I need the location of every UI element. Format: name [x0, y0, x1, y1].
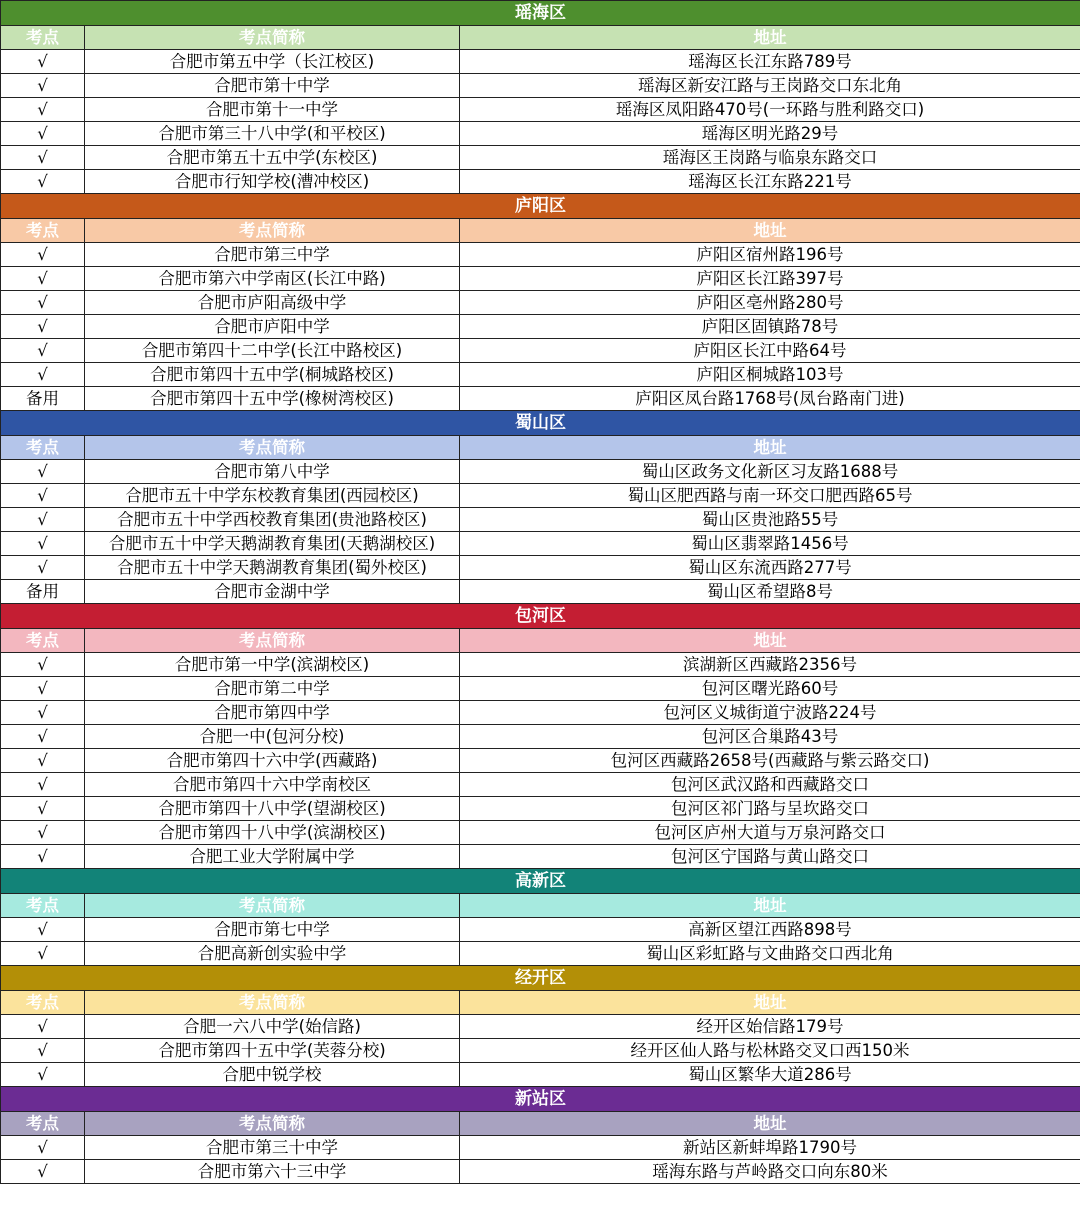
site-address: 瑶海区长江东路221号	[460, 170, 1080, 194]
site-mark: √	[1, 1039, 85, 1063]
column-header-row	[1, 894, 1080, 918]
site-name: 合肥市五十中学东校教育集团(西园校区)	[85, 484, 460, 508]
site-mark: √	[1, 556, 85, 580]
site-name: 合肥市第二中学	[85, 677, 460, 701]
site-name: 合肥市第四十五中学(桐城路校区)	[85, 363, 460, 387]
site-mark: √	[1, 701, 85, 725]
site-address: 包河区祁门路与呈坎路交口	[460, 797, 1080, 821]
site-mark: √	[1, 845, 85, 869]
table-row	[1, 677, 1080, 701]
site-name: 合肥市庐阳中学	[85, 315, 460, 339]
table-row	[1, 387, 1080, 411]
site-address: 包河区武汉路和西藏路交口	[460, 773, 1080, 797]
column-header-row	[1, 1112, 1080, 1136]
site-address: 包河区西藏路2658号(西藏路与紫云路交口)	[460, 749, 1080, 773]
site-name: 合肥市第十一中学	[85, 98, 460, 122]
site-address: 瑶海区长江东路789号	[460, 50, 1080, 74]
column-header-address: 地址	[460, 894, 1080, 918]
site-address: 蜀山区东流西路277号	[460, 556, 1080, 580]
column-header-name: 考点简称	[85, 629, 460, 653]
site-address: 庐阳区宿州路196号	[460, 243, 1080, 267]
site-mark: √	[1, 291, 85, 315]
site-address: 蜀山区肥西路与南一环交口肥西路65号	[460, 484, 1080, 508]
site-name: 合肥高新创实验中学	[85, 942, 460, 966]
site-name: 合肥市第四中学	[85, 701, 460, 725]
table-row	[1, 1063, 1080, 1087]
site-name: 合肥市五十中学西校教育集团(贵池路校区)	[85, 508, 460, 532]
site-address: 庐阳区长江中路64号	[460, 339, 1080, 363]
site-name: 合肥市第四十二中学(长江中路校区)	[85, 339, 460, 363]
site-name: 合肥市第五十五中学(东校区)	[85, 146, 460, 170]
table-row	[1, 580, 1080, 604]
table-row	[1, 291, 1080, 315]
site-mark: √	[1, 797, 85, 821]
site-mark: √	[1, 122, 85, 146]
column-header-site: 考点	[1, 436, 85, 460]
site-name: 合肥市第四十五中学(芙蓉分校)	[85, 1039, 460, 1063]
column-header-name: 考点简称	[85, 1112, 460, 1136]
table-row	[1, 460, 1080, 484]
column-header-address: 地址	[460, 26, 1080, 50]
site-mark: √	[1, 315, 85, 339]
column-header-address: 地址	[460, 629, 1080, 653]
district-banner-row	[1, 1087, 1080, 1112]
site-name: 合肥一六八中学(始信路)	[85, 1015, 460, 1039]
site-name: 合肥市第五中学（长江校区)	[85, 50, 460, 74]
table-row	[1, 556, 1080, 580]
site-mark: √	[1, 653, 85, 677]
site-name: 合肥市第六中学南区(长江中路)	[85, 267, 460, 291]
site-mark: √	[1, 508, 85, 532]
site-address: 瑶海区凤阳路470号(一环路与胜利路交口)	[460, 98, 1080, 122]
site-address: 庐阳区凤台路1768号(凤台路南门进)	[460, 387, 1080, 411]
site-mark: √	[1, 146, 85, 170]
site-mark: √	[1, 677, 85, 701]
site-address: 高新区望江西路898号	[460, 918, 1080, 942]
table-row	[1, 74, 1080, 98]
site-mark: √	[1, 1136, 85, 1160]
table-row	[1, 243, 1080, 267]
site-mark: 备用	[1, 387, 85, 411]
column-header-row	[1, 629, 1080, 653]
site-address: 蜀山区翡翠路1456号	[460, 532, 1080, 556]
district-banner-row	[1, 966, 1080, 991]
site-name: 合肥市第四十八中学(望湖校区)	[85, 797, 460, 821]
site-mark: √	[1, 1160, 85, 1184]
site-address: 蜀山区繁华大道286号	[460, 1063, 1080, 1087]
site-address: 蜀山区政务文化新区习友路1688号	[460, 460, 1080, 484]
column-header-address: 地址	[460, 219, 1080, 243]
site-address: 包河区庐州大道与万泉河路交口	[460, 821, 1080, 845]
table-row	[1, 773, 1080, 797]
site-name: 合肥市第三十中学	[85, 1136, 460, 1160]
district-banner-row	[1, 1, 1080, 26]
site-address: 滨湖新区西藏路2356号	[460, 653, 1080, 677]
site-name: 合肥市第四十五中学(橡树湾校区)	[85, 387, 460, 411]
table-row	[1, 508, 1080, 532]
table-row	[1, 749, 1080, 773]
table-row	[1, 315, 1080, 339]
column-header-address: 地址	[460, 1112, 1080, 1136]
district-title: 庐阳区	[1, 194, 1080, 219]
table-row	[1, 653, 1080, 677]
site-name: 合肥市第四十六中学南校区	[85, 773, 460, 797]
site-mark: 备用	[1, 580, 85, 604]
table-row	[1, 146, 1080, 170]
table-row	[1, 725, 1080, 749]
table-row	[1, 122, 1080, 146]
site-name: 合肥中锐学校	[85, 1063, 460, 1087]
column-header-site: 考点	[1, 991, 85, 1015]
site-mark: √	[1, 460, 85, 484]
site-mark: √	[1, 339, 85, 363]
site-mark: √	[1, 363, 85, 387]
site-name: 合肥市第三十八中学(和平校区)	[85, 122, 460, 146]
column-header-address: 地址	[460, 436, 1080, 460]
site-name: 合肥一中(包河分校)	[85, 725, 460, 749]
column-header-site: 考点	[1, 26, 85, 50]
column-header-name: 考点简称	[85, 991, 460, 1015]
site-address: 蜀山区希望路8号	[460, 580, 1080, 604]
table-row	[1, 339, 1080, 363]
site-mark: √	[1, 1063, 85, 1087]
column-header-name: 考点简称	[85, 219, 460, 243]
site-name: 合肥工业大学附属中学	[85, 845, 460, 869]
table-row	[1, 942, 1080, 966]
site-address: 庐阳区长江路397号	[460, 267, 1080, 291]
exam-site-table-body	[1, 1, 1080, 1184]
site-address: 新站区新蚌埠路1790号	[460, 1136, 1080, 1160]
district-title: 包河区	[1, 604, 1080, 629]
site-mark: √	[1, 484, 85, 508]
site-name: 合肥市第十中学	[85, 74, 460, 98]
site-address: 庐阳区桐城路103号	[460, 363, 1080, 387]
site-address: 包河区宁国路与黄山路交口	[460, 845, 1080, 869]
site-address: 包河区合巢路43号	[460, 725, 1080, 749]
table-row	[1, 267, 1080, 291]
site-address: 瑶海区明光路29号	[460, 122, 1080, 146]
site-mark: √	[1, 918, 85, 942]
column-header-site: 考点	[1, 1112, 85, 1136]
site-name: 合肥市五十中学天鹅湖教育集团(天鹅湖校区)	[85, 532, 460, 556]
table-row	[1, 363, 1080, 387]
site-mark: √	[1, 50, 85, 74]
table-row	[1, 821, 1080, 845]
site-name: 合肥市庐阳高级中学	[85, 291, 460, 315]
site-name: 合肥市五十中学天鹅湖教育集团(蜀外校区)	[85, 556, 460, 580]
site-name: 合肥市第七中学	[85, 918, 460, 942]
table-row	[1, 845, 1080, 869]
site-name: 合肥市金湖中学	[85, 580, 460, 604]
site-mark: √	[1, 243, 85, 267]
site-mark: √	[1, 821, 85, 845]
site-mark: √	[1, 749, 85, 773]
site-mark: √	[1, 1015, 85, 1039]
site-mark: √	[1, 773, 85, 797]
site-mark: √	[1, 170, 85, 194]
table-row	[1, 532, 1080, 556]
district-title: 经开区	[1, 966, 1080, 991]
site-name: 合肥市第六十三中学	[85, 1160, 460, 1184]
column-header-address: 地址	[460, 991, 1080, 1015]
site-address: 瑶海区新安江路与王岗路交口东北角	[460, 74, 1080, 98]
column-header-name: 考点简称	[85, 894, 460, 918]
site-mark: √	[1, 942, 85, 966]
site-address: 庐阳区亳州路280号	[460, 291, 1080, 315]
site-name: 合肥市第四十八中学(滨湖校区)	[85, 821, 460, 845]
site-name: 合肥市第四十六中学(西藏路)	[85, 749, 460, 773]
district-banner-row	[1, 869, 1080, 894]
column-header-site: 考点	[1, 894, 85, 918]
district-banner-row	[1, 604, 1080, 629]
district-banner-row	[1, 194, 1080, 219]
table-row	[1, 918, 1080, 942]
table-row	[1, 1015, 1080, 1039]
table-row	[1, 98, 1080, 122]
district-title: 高新区	[1, 869, 1080, 894]
column-header-row	[1, 26, 1080, 50]
district-title: 蜀山区	[1, 411, 1080, 436]
site-name: 合肥市第一中学(滨湖校区)	[85, 653, 460, 677]
column-header-name: 考点简称	[85, 436, 460, 460]
table-row	[1, 1160, 1080, 1184]
table-row	[1, 1136, 1080, 1160]
site-name: 合肥市第三中学	[85, 243, 460, 267]
table-row	[1, 701, 1080, 725]
table-row	[1, 170, 1080, 194]
site-address: 瑶海东路与芦岭路交口向东80米	[460, 1160, 1080, 1184]
site-name: 合肥市行知学校(漕冲校区)	[85, 170, 460, 194]
site-mark: √	[1, 98, 85, 122]
table-row	[1, 484, 1080, 508]
site-address: 包河区义城街道宁波路224号	[460, 701, 1080, 725]
column-header-site: 考点	[1, 629, 85, 653]
site-address: 蜀山区彩虹路与文曲路交口西北角	[460, 942, 1080, 966]
table-row	[1, 1039, 1080, 1063]
column-header-site: 考点	[1, 219, 85, 243]
site-mark: √	[1, 532, 85, 556]
column-header-row	[1, 219, 1080, 243]
column-header-row	[1, 436, 1080, 460]
district-title: 新站区	[1, 1087, 1080, 1112]
site-address: 庐阳区固镇路78号	[460, 315, 1080, 339]
site-address: 经开区始信路179号	[460, 1015, 1080, 1039]
site-name: 合肥市第八中学	[85, 460, 460, 484]
site-mark: √	[1, 725, 85, 749]
column-header-row	[1, 991, 1080, 1015]
site-address: 经开区仙人路与松林路交叉口西150米	[460, 1039, 1080, 1063]
site-mark: √	[1, 267, 85, 291]
table-row	[1, 797, 1080, 821]
column-header-name: 考点简称	[85, 26, 460, 50]
district-title: 瑶海区	[1, 1, 1080, 26]
site-address: 包河区曙光路60号	[460, 677, 1080, 701]
site-mark: √	[1, 74, 85, 98]
site-address: 蜀山区贵池路55号	[460, 508, 1080, 532]
site-address: 瑶海区王岗路与临泉东路交口	[460, 146, 1080, 170]
table-row	[1, 50, 1080, 74]
district-banner-row	[1, 411, 1080, 436]
